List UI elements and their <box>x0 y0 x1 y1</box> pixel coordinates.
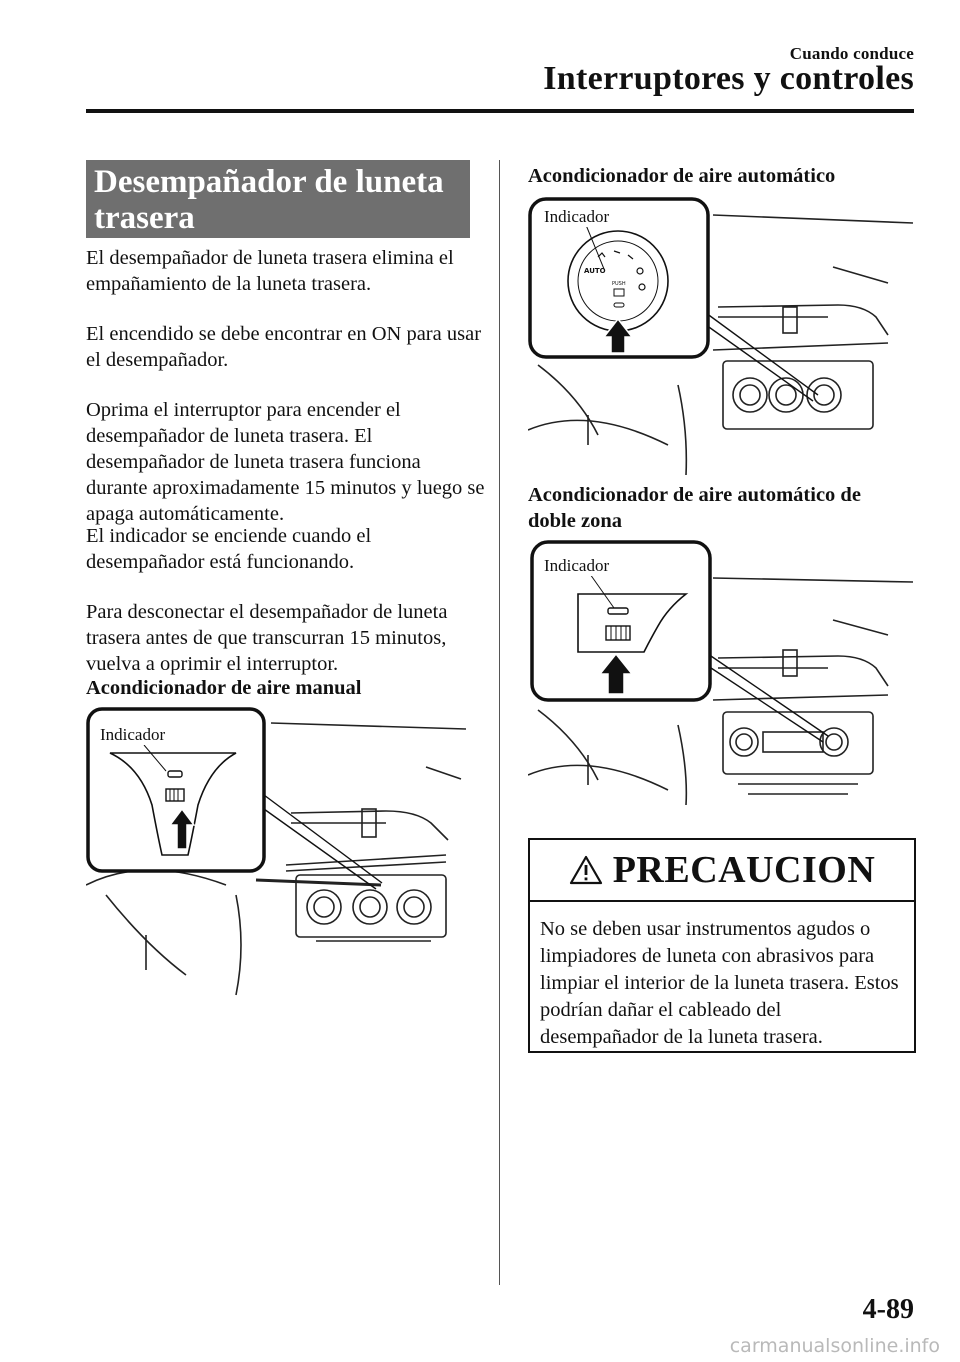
warning-triangle-icon <box>569 855 603 885</box>
caution-box <box>528 838 916 1053</box>
watermark-text: carmanualsonline.info <box>729 1335 940 1357</box>
push-text-label: PUSH <box>612 281 626 287</box>
paragraph-operation: Oprima el interruptor para encender el desempañador de luneta trasera. El desempañador de luneta trasera funciona durante aproximadamente 15 minutos y luego se apaga automáticamente. <box>86 399 485 525</box>
figure-auto-ac <box>528 195 918 475</box>
indicator-label-auto: Indicador <box>544 207 610 226</box>
dashboard-illustration-dual <box>528 540 918 810</box>
paragraph-off: Para desconectar el desempañador de luneta trasera antes de que transcurran 15 minutos, vuelva a oprimir el interruptor. <box>86 601 448 675</box>
paragraph-intro: El desempañador de luneta trasera elimina el empañamiento de la luneta trasera. <box>86 247 454 295</box>
figure-manual-ac <box>86 705 476 1005</box>
topic-title: Desempañador de luneta trasera <box>86 160 470 238</box>
auto-text-label: AUTO <box>584 267 606 275</box>
header-rule <box>86 109 914 113</box>
subheading-auto: Acondicionador de aire automático <box>528 165 836 187</box>
figure-dual-zone-ac <box>528 540 918 810</box>
chapter-title: Cuando conduce <box>789 44 914 63</box>
subheading-dual-zone: Acondicionador de aire automático de doble zona <box>528 484 861 532</box>
paragraph-indicator: El indicador se enciende cuando el desempañador está funcionando. <box>86 525 372 573</box>
caution-text: No se deben usar instrumentos agudos o limpiadores de luneta con abrasivos para limpiar el interior de la luneta trasera. Estos podrían dañar el cableado del desempañador de la luneta trasera. <box>540 918 899 1048</box>
dashboard-illustration-manual <box>86 705 476 1005</box>
subheading-manual: Acondicionador de aire manual <box>86 677 362 699</box>
caution-title: PRECAUCION <box>612 849 876 891</box>
paragraph-ignition: El encendido se debe encontrar en ON para usar el desempañador. <box>86 323 482 371</box>
indicator-label-dual: Indicador <box>544 556 610 575</box>
indicator-label-manual: Indicador <box>100 725 166 744</box>
section-title: Interruptores y controles <box>543 60 914 97</box>
page-number: 4-89 <box>862 1294 914 1325</box>
caution-header <box>530 840 914 902</box>
dashboard-illustration-auto <box>528 195 918 475</box>
column-divider <box>499 160 500 1285</box>
